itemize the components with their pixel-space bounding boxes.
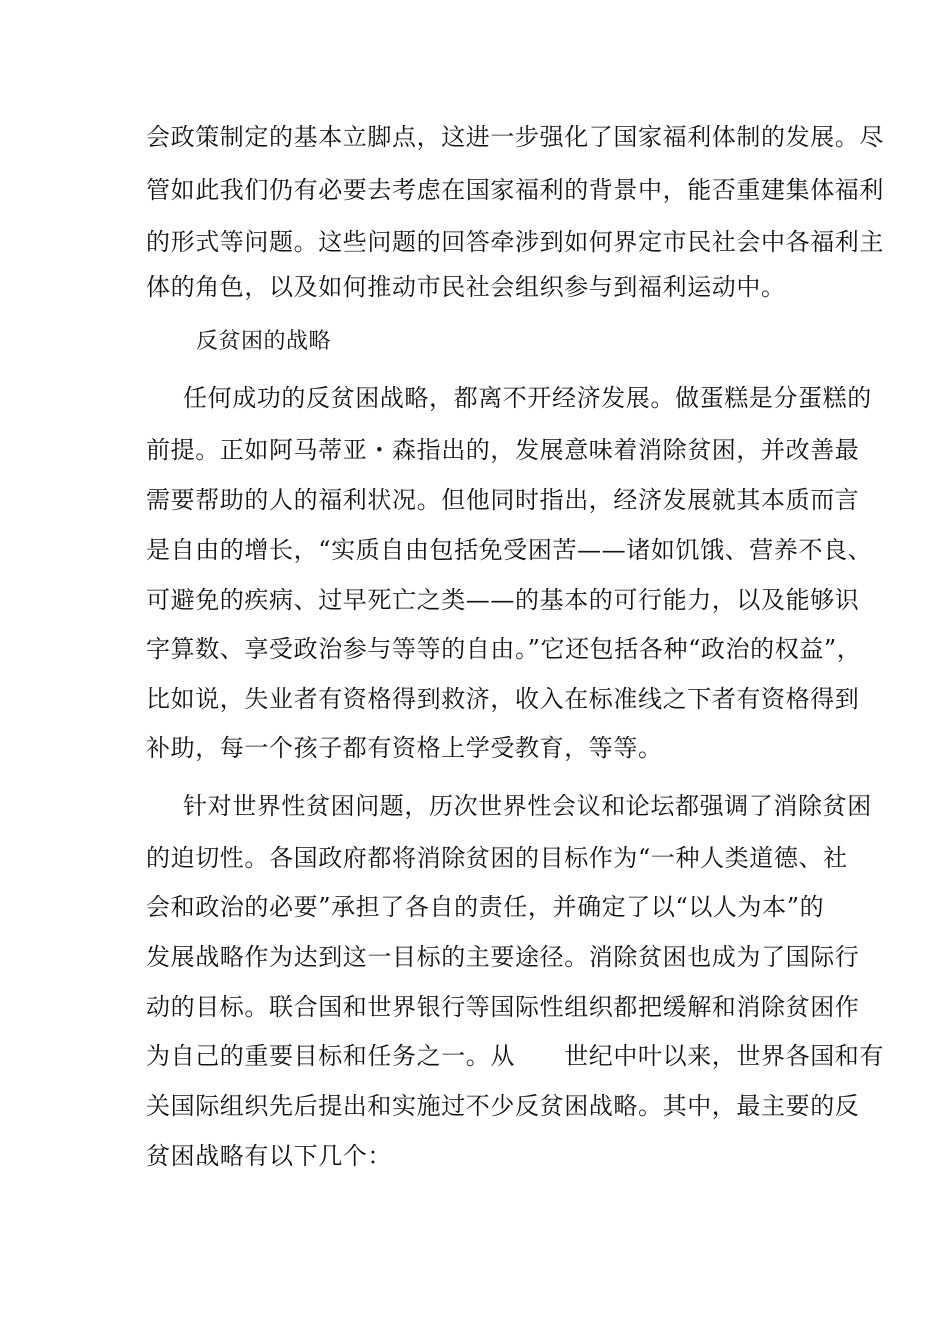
paragraph-line: 体的角色，以及如何推动市民社会组织参与到福利运动中。 <box>146 273 786 301</box>
paragraph-line: 需要帮助的人的福利状况。但他同时指出，经济发展就其本质而言 <box>146 486 860 514</box>
paragraph-line: 为自己的重要目标和任务之一。从 世纪中叶以来，世界各国和有 <box>146 1042 884 1070</box>
paragraph-line: 的迫切性。各国政府都将消除贫困的目标作为“一种人类道德、社 <box>146 844 848 872</box>
paragraph-line: 动的目标。联合国和世界银行等国际性组织都把缓解和消除贫困作 <box>146 993 860 1021</box>
paragraph-line: 针对世界性贫困问题，历次世界性会议和论坛都强调了消除贫困 <box>183 792 872 820</box>
section-heading: 反贫困的战略 <box>196 329 332 354</box>
paragraph-line: 发展战略作为达到这一目标的主要途径。消除贫困也成为了国际行 <box>146 943 860 971</box>
paragraph-line: 贫困战略有以下几个： <box>146 1142 392 1170</box>
paragraph-line: 补助，每一个孩子都有资格上学受教育，等等。 <box>146 734 663 762</box>
paragraph-line: 的形式等问题。这些问题的回答牵涉到如何界定市民社会中各福利主 <box>146 228 884 256</box>
paragraph-line: 会和政治的必要”承担了各自的责任，并确定了以“以人为本”的 <box>146 893 825 921</box>
paragraph-line: 关国际组织先后提出和实施过不少反贫困战略。其中，最主要的反 <box>146 1092 860 1120</box>
paragraph-line: 是自由的增长，“实质自由包括免受困苦——诸如饥饿、营养不良、 <box>146 536 873 564</box>
paragraph-line: 字算数、享受政治参与等等的自由。”它还包括各种“政治的权益”， <box>146 635 862 663</box>
paragraph-line: 前提。正如阿马蒂亚・森指出的，发展意味着消除贫困，并改善最 <box>146 436 860 464</box>
paragraph-line: 管如此我们仍有必要去考虑在国家福利的背景中，能否重建集体福利 <box>146 176 884 204</box>
paragraph-line: 比如说，失业者有资格得到救济，收入在标准线之下者有资格得到 <box>146 685 860 713</box>
paragraph-line: 可避免的疾病、过早死亡之类——的基本的可行能力，以及能够识 <box>146 586 860 614</box>
paragraph-line: 会政策制定的基本立脚点，这进一步强化了国家福利体制的发展。尽 <box>146 123 884 151</box>
paragraph-line: 任何成功的反贫困战略，都离不开经济发展。做蛋糕是分蛋糕的 <box>183 384 872 412</box>
